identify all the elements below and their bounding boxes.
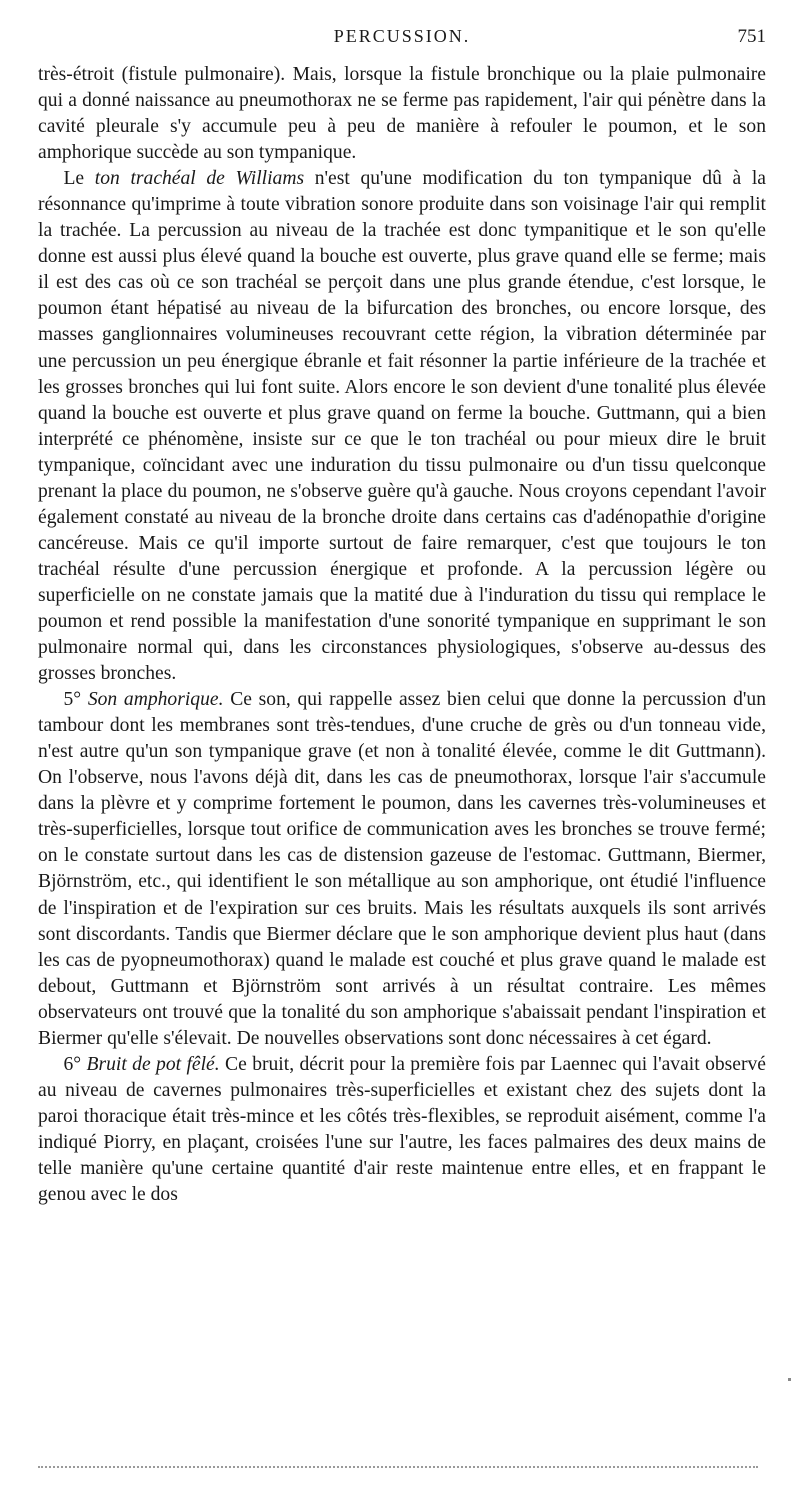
paragraph-lead: Le [63,168,95,190]
body-text [38,62,766,1208]
paragraph-text: Ce bruit, décrit pour la première fois par Laennec qui l'avait observé au niveau de cavernes pulmonaires très-superficielles et existant chez des sujets dont la paroi thoracique était très-mince et les côtés très-flexibles, se reproduit aisément, comme l'a indiqué Piorry, en plaçant, croisées l'une sur l'autre, les faces palmaires des deux mains de telle manière qu'une certaine quantité d'air reste maintenue entre elles, et en frappant le genou avec le dos [38,1053,767,1206]
footer-rule [38,1466,758,1468]
running-title: PERCUSSION. [333,26,471,46]
paragraph-son-amphorique [38,687,766,1052]
paragraph-text: Ce son, qui rappelle assez bien celui que donne la percussion d'un tambour dont les membranes sont très-tendues, d'une cruche de grès ou d'un tonneau vide, n'est autre qu'un son tympanique grave (et non à tonalité élevée, comme le dit Guttmann). On l'observe, nous l'avons déjà dit, dans les cas de pneumothorax, lorsque l'air s'accumule dans la plèvre et y comprime fortement le poumon, dans les cavernes très-volumineuses et très-superficielles, lorsque tout orifice de communication aves les bronches se trouve fermé; on le constate surtout dans les cas de distension gazeuse de l'estomac. Guttmann, Biermer, Björnström, etc., qui identifient le son métallique au son amphorique, ont étudié l'influence de l'inspiration et de l'expiration sur ces bruits. Mais les résultats auxquels ils sont arrivés sont discordants. Tandis que Biermer déclare que le son amphorique devient plus haut (dans les cas de pyopneumothorax) quand le malade est couché et plus grave quand le malade est debout, Guttmann et Björnström sont arrivés à un résultat contraire. Les mêmes observateurs ont trouvé que la tonalité du son amphorique s'abaissait pendant l'inspiration et Biermer qu'elle s'élevait. De nouvelles observations sont donc nécessaires à cet égard. [38,689,766,1049]
running-head [38,26,766,50]
section-number: 6° [63,1053,82,1075]
paragraph-ton-tracheal [38,166,766,687]
page-number: 751 [737,26,766,47]
paragraph-term: Bruit de pot fêlé. [86,1053,220,1075]
paragraph-fistule [38,62,766,166]
paragraph-term: Son amphorique. [87,689,224,711]
paragraph-pot-fele [38,1052,766,1208]
paragraph-text: très-étroit (fistule pulmonaire). Mais, lorsque la fistule bronchique ou la plaie pulmonaire qui a donné naissance au pneumothorax ne se ferme pas rapidement, l'air qui pénètre dans la cavité pleurale s'y accumule peu à peu de manière à refouler le poumon, et le son amphorique succède au son tympanique. [38,64,766,164]
section-number: 5° [63,689,82,711]
scan-speck [788,1378,791,1381]
paragraph-text: n'est qu'une modification du ton tympanique dû à la résonnance qu'imprime à toute vibration sonore produite dans son voisinage l'air qui remplit la trachée. La percussion au niveau de la trachée est donc tympanitique et le son qu'elle donne est aussi plus élevé quand la bouche est ouverte, plus grave quand elle se ferme; mais il est des cas où ce son trachéal se perçoit dans une plus grande étendue, c'est lorsque, le poumon étant hépatisé au niveau de la bifurcation des bronches, ou encore lorsque, des masses ganglionnaires volumineuses recouvrant cette région, la vibration déterminée par une percussion un peu énergique ébranle et fait résonner la partie inférieure de la trachée et les grosses bronches qui lui font suite. Alors encore le son devient d'une tonalité plus élevée quand la bouche est ouverte et plus grave quand on ferme la bouche. Guttmann, qui a bien interprété ce phénomène, insiste sur ce que le ton trachéal ou pour mieux dire le bruit tympanique, coïncidant avec une induration du tissu pulmonaire ou d'un tissu quelconque prenant la place du poumon, ne s'observe guère qu'à gauche. Nous croyons cependant l'avoir également constaté au niveau de la bronche droite dans certains cas d'adénopathie d'origine cancéreuse. Mais ce qu'il importe surtout de faire remarquer, c'est que toujours le ton trachéal résulte d'une percussion énergique et profonde. A la percussion légère ou superficielle on ne constate jamais que la matité due à l'induration du tissu qui remplace le poumon et rend possible la manifestation d'une sonorité tympanique en supprimant le son pulmonaire normal qui, dans les circonstances physiologiques, s'observe au-dessus des grosses bronches. [38,168,766,685]
paragraph-term: ton trachéal de Williams [94,168,305,190]
